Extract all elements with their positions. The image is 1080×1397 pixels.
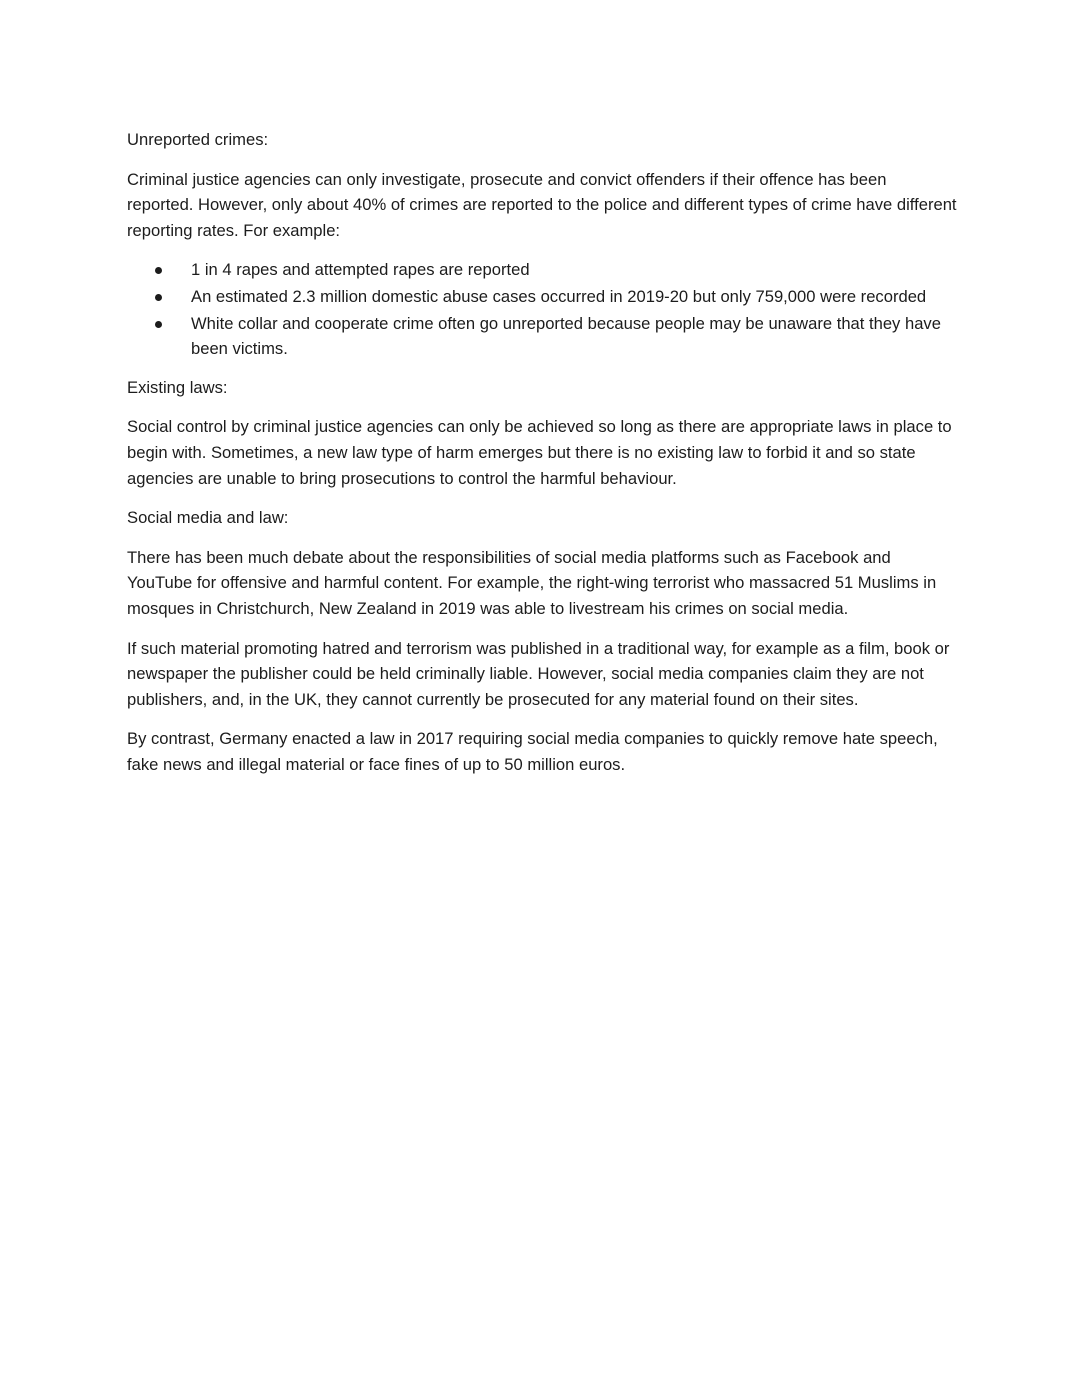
paragraph-germany-law: By contrast, Germany enacted a law in 2017 requiring social media companies to quickly remove hate speech, fake news and illegal material or face fines of up to 50 million euros. <box>127 729 938 774</box>
document-page <box>127 127 957 791</box>
paragraph-existing-laws: Social control by criminal justice agencies can only be achieved so long as there are appropriate laws in place to begin with. Sometimes, a new law type of harm emerges but there is no existing law to forbid it and so state agencies are unable to bring prosecutions to control the harmful behaviour. <box>127 417 952 488</box>
list-item-text: White collar and cooperate crime often go unreported because people may be unaware that they have been victims. <box>191 313 941 359</box>
paragraph-publisher-liability: If such material promoting hatred and terrorism was published in a traditional way, for example as a film, book or newspaper the publisher could be held criminally liable. However, social media companies claim they are not publishers, and, in the UK, they cannot currently be prosecuted for any material found on their sites. <box>127 638 950 709</box>
list-item <box>127 284 957 310</box>
heading-unreported-crimes: Unreported crimes: <box>127 130 269 149</box>
bullet-icon <box>155 321 162 328</box>
list-item <box>127 311 957 362</box>
bullet-icon <box>155 294 162 301</box>
list-item <box>127 257 957 283</box>
list-item-text: 1 in 4 rapes and attempted rapes are reported <box>191 260 530 280</box>
heading-existing-laws: Existing laws: <box>127 377 228 397</box>
bullet-icon <box>155 267 162 274</box>
heading-social-media-law: Social media and law: <box>127 508 289 528</box>
paragraph-unreported-intro: Criminal justice agencies can only investigate, prosecute and convict offenders if their offence has been reported. However, only about 40% of crimes are reported to the police and different types of crime have different reporting rates. For example: <box>127 169 957 240</box>
bullet-list-reporting-rates <box>127 257 957 361</box>
paragraph-social-media-debate: There has been much debate about the responsibilities of social media platforms such as Facebook and YouTube for offensive and harmful content. For example, the right-wing terrorist who massacred 51 Muslims in mosques in Christchurch, New Zealand in 2019 was able to livestream his crimes on social media. <box>127 547 937 618</box>
list-item-text: An estimated 2.3 million domestic abuse cases occurred in 2019-20 but only 759,000 were recorded <box>191 286 927 306</box>
